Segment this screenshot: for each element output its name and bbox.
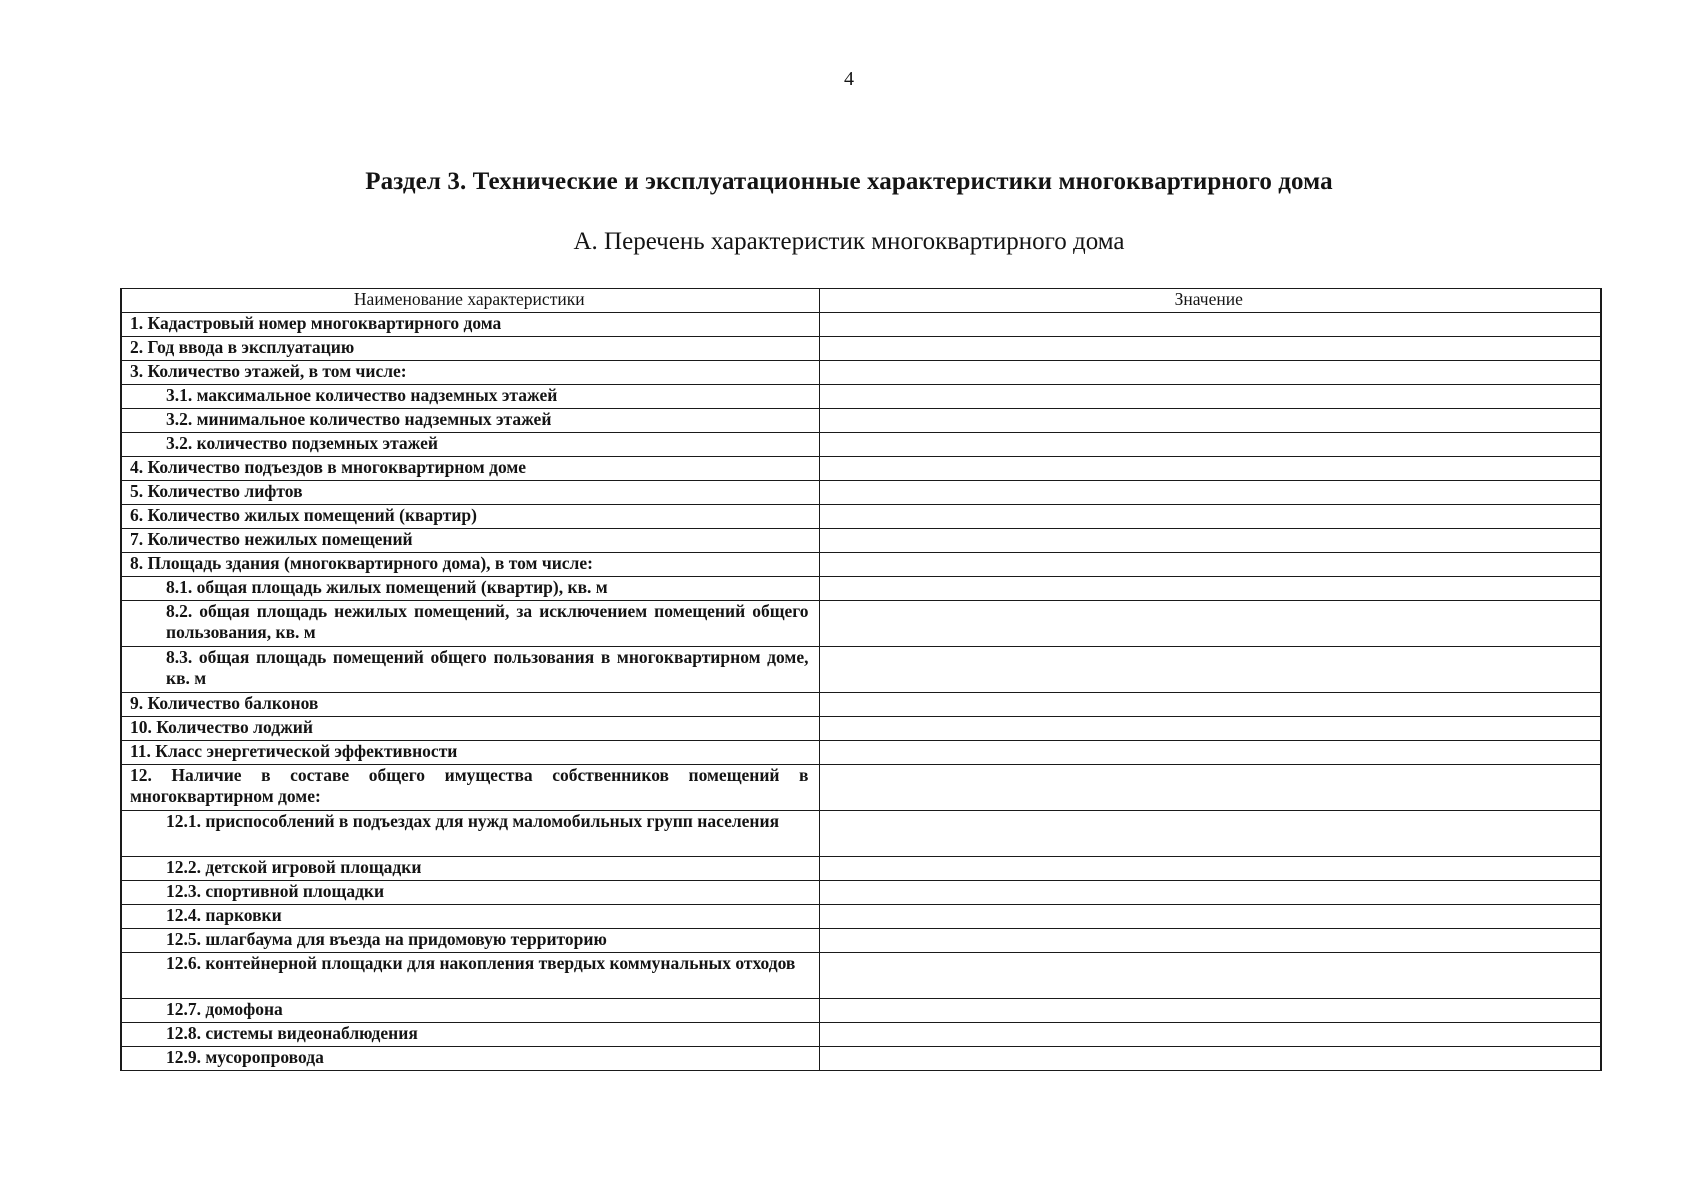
characteristic-value-cell[interactable] — [819, 717, 1601, 741]
characteristic-value-cell[interactable] — [819, 1023, 1601, 1047]
table-row — [121, 811, 1601, 857]
characteristic-name: 7. Количество нежилых помещений — [121, 529, 819, 553]
characteristic-name: 9. Количество балконов — [121, 693, 819, 717]
table-row — [121, 457, 1601, 481]
characteristic-name: 3. Количество этажей, в том числе: — [121, 361, 819, 385]
table-row — [121, 765, 1601, 811]
table-row — [121, 1023, 1601, 1047]
characteristic-name: 10. Количество лоджий — [121, 717, 819, 741]
characteristic-name: 8.2. общая площадь нежилых помещений, за исключением помещений общего пользования, кв. м — [121, 601, 819, 647]
table-row — [121, 741, 1601, 765]
table-row — [121, 601, 1601, 647]
column-header-value: Значение — [819, 289, 1601, 313]
characteristic-name: 12.4. парковки — [121, 905, 819, 929]
table-row — [121, 433, 1601, 457]
characteristic-name: 3.2. минимальное количество надземных этажей — [121, 409, 819, 433]
table-row — [121, 929, 1601, 953]
table-row — [121, 337, 1601, 361]
characteristic-value-cell[interactable] — [819, 999, 1601, 1023]
table-row — [121, 553, 1601, 577]
characteristic-name: 12. Наличие в составе общего имущества собственников помещений в многоквартирном доме: — [121, 765, 819, 811]
characteristic-value-cell[interactable] — [819, 1047, 1601, 1071]
characteristic-name: 12.9. мусоропровода — [121, 1047, 819, 1071]
table-row — [121, 647, 1601, 693]
characteristic-name: 12.2. детской игровой площадки — [121, 857, 819, 881]
page-number: 4 — [844, 68, 854, 90]
characteristic-value-cell[interactable] — [819, 457, 1601, 481]
characteristic-name: 12.5. шлагбаума для въезда на придомовую территорию — [121, 929, 819, 953]
characteristic-value-cell[interactable] — [819, 905, 1601, 929]
table-row — [121, 385, 1601, 409]
table-body — [121, 313, 1601, 1071]
characteristic-name: 8.1. общая площадь жилых помещений (квартир), кв. м — [121, 577, 819, 601]
characteristic-name: 2. Год ввода в эксплуатацию — [121, 337, 819, 361]
characteristic-value-cell[interactable] — [819, 857, 1601, 881]
characteristic-value-cell[interactable] — [819, 881, 1601, 905]
table-row — [121, 529, 1601, 553]
characteristic-name: 12.7. домофона — [121, 999, 819, 1023]
table-row — [121, 905, 1601, 929]
table-row — [121, 953, 1601, 999]
characteristic-value-cell[interactable] — [819, 337, 1601, 361]
table-row — [121, 999, 1601, 1023]
table-row — [121, 481, 1601, 505]
characteristic-value-cell[interactable] — [819, 409, 1601, 433]
characteristics-table — [120, 288, 1602, 1071]
table-row — [121, 409, 1601, 433]
characteristic-value-cell[interactable] — [819, 765, 1601, 811]
characteristic-name: 8. Площадь здания (многоквартирного дома), в том числе: — [121, 553, 819, 577]
table-row — [121, 693, 1601, 717]
characteristic-name: 3.1. максимальное количество надземных этажей — [121, 385, 819, 409]
characteristic-value-cell[interactable] — [819, 505, 1601, 529]
characteristic-name: 12.6. контейнерной площадки для накопления твердых коммунальных отходов — [121, 953, 819, 999]
characteristic-value-cell[interactable] — [819, 433, 1601, 457]
characteristic-value-cell[interactable] — [819, 693, 1601, 717]
table-row — [121, 717, 1601, 741]
table-row — [121, 361, 1601, 385]
characteristic-value-cell[interactable] — [819, 929, 1601, 953]
subsection-title: А. Перечень характеристик многоквартирного дома — [573, 228, 1125, 255]
characteristic-value-cell[interactable] — [819, 811, 1601, 857]
characteristic-name: 11. Класс энергетической эффективности — [121, 741, 819, 765]
characteristic-value-cell[interactable] — [819, 553, 1601, 577]
table-row — [121, 881, 1601, 905]
characteristic-value-cell[interactable] — [819, 953, 1601, 999]
characteristic-value-cell[interactable] — [819, 481, 1601, 505]
characteristic-value-cell[interactable] — [819, 361, 1601, 385]
characteristic-name: 5. Количество лифтов — [121, 481, 819, 505]
characteristic-value-cell[interactable] — [819, 313, 1601, 337]
table-row — [121, 857, 1601, 881]
table-header-row — [121, 289, 1601, 313]
characteristic-name: 1. Кадастровый номер многоквартирного дома — [121, 313, 819, 337]
characteristic-name: 4. Количество подъездов в многоквартирном доме — [121, 457, 819, 481]
characteristic-name: 12.1. приспособлений в подъездах для нужд маломобильных групп населения — [121, 811, 819, 857]
section-title: Раздел 3. Технические и эксплуатационные характеристики многоквартирного дома — [365, 168, 1333, 195]
column-header-name: Наименование характеристики — [121, 289, 819, 313]
table-row — [121, 313, 1601, 337]
characteristic-value-cell[interactable] — [819, 385, 1601, 409]
characteristic-name: 8.3. общая площадь помещений общего пользования в многоквартирном доме, кв. м — [121, 647, 819, 693]
table-row — [121, 577, 1601, 601]
table-row — [121, 505, 1601, 529]
characteristic-value-cell[interactable] — [819, 647, 1601, 693]
characteristic-value-cell[interactable] — [819, 601, 1601, 647]
characteristic-name: 12.8. системы видеонаблюдения — [121, 1023, 819, 1047]
characteristic-value-cell[interactable] — [819, 741, 1601, 765]
table-row — [121, 1047, 1601, 1071]
characteristic-name: 12.3. спортивной площадки — [121, 881, 819, 905]
characteristic-value-cell[interactable] — [819, 529, 1601, 553]
characteristic-name: 6. Количество жилых помещений (квартир) — [121, 505, 819, 529]
characteristic-name: 3.2. количество подземных этажей — [121, 433, 819, 457]
characteristic-value-cell[interactable] — [819, 577, 1601, 601]
